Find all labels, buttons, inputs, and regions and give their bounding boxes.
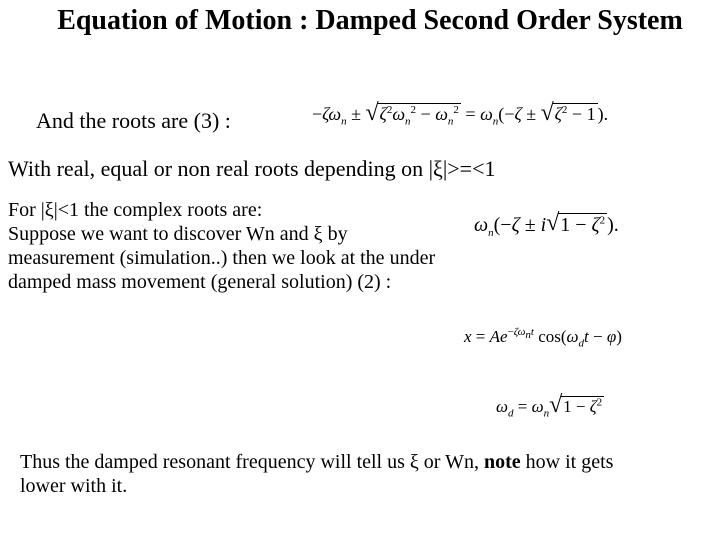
damped-frequency-equation-text: $\omega_d = \omega_n√$ $1 - \zeta^2$: [496, 397, 604, 416]
conclusion-text: Thus the damped resonant frequency will tell us ξ or Wn,: [20, 451, 484, 473]
conclusion-bold: note: [483, 451, 521, 473]
complex-roots-equation-text: $\omega_n(-\zeta \pm i√$ $1 - \zeta^2$ ).: [474, 214, 619, 236]
conclusion-end: how it gets lower with it.: [20, 451, 614, 497]
damped-frequency-equation: [496, 396, 604, 419]
complex-roots-paragraph: For |ξ|<1 the complex roots are: Suppose we want to discover Wn and ξ by measurement (simulation..) then we look at the under damped mass movement (general solution) (2) :: [8, 199, 436, 293]
roots-equation-text: $-\zeta\omega_n$ ± √ $\zeta^2\omega_n^2 - \omega_n^2 = \omega_n(-\zeta$ ± √ $\zeta^2 - 1$ ).: [312, 104, 608, 124]
real-roots-line: With real, equal or non real roots depending on |ξ|>=<1: [8, 156, 496, 181]
roots-label: And the roots are (3) :: [36, 108, 231, 133]
conclusion-paragraph: [20, 450, 660, 498]
page-title: Equation of Motion : Damped Second Order System: [57, 5, 683, 36]
general-solution-equation-text: $x = Ae^{-\zeta\omega_nt}$ $\cos(\omega_dt - \varphi)$: [464, 326, 622, 350]
complex-roots-equation: [474, 214, 619, 239]
general-solution-equation: [464, 326, 622, 349]
roots-equation: [312, 104, 608, 128]
